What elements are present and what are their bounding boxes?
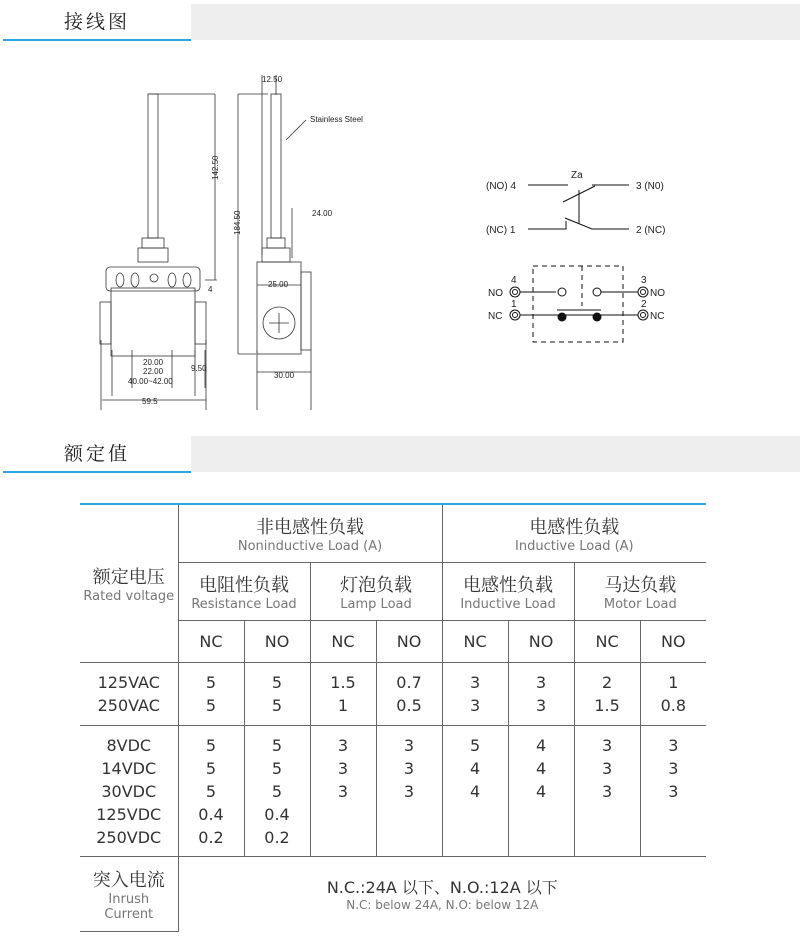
column-header: NO	[244, 620, 310, 662]
rating-cell	[640, 725, 706, 856]
rating-value: 5	[271, 735, 283, 755]
column-header: NC	[310, 620, 376, 662]
rating-value: 5	[205, 758, 217, 778]
rating-value: 0.2	[198, 827, 224, 847]
svg-text:NC: NC	[650, 311, 665, 322]
svg-text:25.00: 25.00	[268, 280, 289, 289]
rating-cell	[178, 725, 244, 856]
inrush-value: N.C.:24A 以下、N.O.:12A 以下 N.C: below 24A, N.O: below 12A	[178, 856, 706, 931]
rating-value: 3	[668, 735, 679, 755]
rating-value: 1	[337, 695, 349, 715]
rating-value: 3	[601, 781, 613, 801]
svg-text:22.00: 22.00	[143, 367, 164, 376]
rating-value: 3	[403, 781, 415, 801]
svg-text:2: 2	[641, 299, 647, 310]
wiring-title: 接线图	[3, 2, 191, 41]
rating-cell	[244, 725, 310, 856]
rating-value: 5	[469, 735, 481, 755]
svg-text:30.00: 30.00	[274, 371, 295, 380]
voltage-value: 30VDC	[101, 781, 157, 801]
rated-voltage-header: 额定电压 Rated voltage	[80, 504, 178, 662]
rating-value: 5	[271, 758, 283, 778]
rating-value: 1.5	[594, 695, 620, 715]
noninductive-header: 非电感性负载 Noninductive Load (A)	[178, 504, 442, 562]
voltage-value: 250VAC	[97, 695, 160, 715]
svg-text:40.00~42.00: 40.00~42.00	[128, 377, 173, 386]
voltage-value: 8VDC	[106, 735, 152, 755]
svg-text:184.50: 184.50	[233, 210, 242, 235]
svg-text:(NO) 4: (NO) 4	[486, 181, 516, 192]
rating-value: 0.4	[264, 804, 290, 824]
rating-value: 3	[469, 672, 481, 692]
voltage-value: 125VAC	[97, 672, 160, 692]
column-header: NC	[442, 620, 508, 662]
voltage-value: 125VDC	[96, 804, 162, 824]
rating-value: 2	[601, 672, 613, 692]
rating-value: 5	[271, 781, 283, 801]
svg-text:Stainless Steel: Stainless Steel	[310, 115, 363, 124]
rating-value: 1.5	[330, 672, 356, 692]
rating-title: 额定值	[3, 434, 191, 473]
rating-value: 0.2	[264, 827, 290, 847]
sub-header: 电阻性负载 Resistance Load	[178, 562, 310, 620]
svg-text:59.5: 59.5	[142, 397, 158, 406]
rating-value: 0.4	[198, 804, 224, 824]
rating-value: 3	[337, 735, 349, 755]
rating-value: 3	[337, 781, 349, 801]
rating-value: 3	[403, 758, 415, 778]
rating-value: 4	[535, 735, 547, 755]
column-header: NO	[640, 620, 706, 662]
inrush-header: 突入电流 Inrush Current	[80, 856, 178, 931]
rating-cell	[442, 725, 508, 856]
svg-text:3: 3	[641, 275, 647, 286]
svg-text:NO: NO	[488, 288, 503, 299]
svg-text:20.00: 20.00	[143, 358, 164, 367]
rating-value: 3	[403, 735, 415, 755]
column-header: NC	[178, 620, 244, 662]
sub-header: 灯泡负载 Lamp Load	[310, 562, 442, 620]
rating-value: 5	[205, 695, 217, 715]
svg-text:24.00: 24.00	[312, 209, 333, 218]
rating-value: 3	[535, 695, 547, 715]
rating-cell	[376, 725, 442, 856]
rating-value: 5	[271, 672, 283, 692]
svg-text:3 (N0): 3 (N0)	[636, 181, 664, 192]
column-header: NC	[574, 620, 640, 662]
rating-value: 3	[337, 758, 349, 778]
rating-value: 4	[469, 781, 481, 801]
dimension-drawing	[90, 60, 390, 410]
svg-text:4: 4	[208, 285, 213, 294]
column-header: NO	[508, 620, 574, 662]
header-bar	[191, 436, 800, 472]
rating-cell	[376, 662, 442, 725]
svg-text:Za: Za	[571, 170, 583, 181]
rating-value: 5	[205, 781, 217, 801]
rating-value: 3	[668, 758, 679, 778]
rating-cell	[442, 662, 508, 725]
inductive-header: 电感性负载 Inductive Load (A)	[442, 504, 706, 562]
rating-value: 4	[469, 758, 481, 778]
circuit-diagram	[470, 160, 700, 350]
rating-section-header	[0, 434, 800, 474]
rating-cell	[310, 725, 376, 856]
rating-value: 4	[535, 758, 547, 778]
svg-text:142.50: 142.50	[211, 155, 220, 180]
rating-table	[80, 503, 706, 932]
voltage-value: 14VDC	[101, 758, 157, 778]
svg-text:1: 1	[511, 299, 517, 310]
svg-text:12.50: 12.50	[262, 75, 283, 84]
rating-value: 0.5	[396, 695, 422, 715]
rating-value: 5	[271, 695, 283, 715]
rating-value: 0.8	[660, 695, 687, 715]
rating-value: 5	[205, 672, 217, 692]
rating-value: 1	[668, 672, 679, 692]
rating-cell	[574, 662, 640, 725]
svg-text:(NC) 1: (NC) 1	[486, 225, 516, 236]
rating-value: 3	[469, 695, 481, 715]
header-bar	[191, 4, 800, 40]
column-header: NO	[376, 620, 442, 662]
rating-value: 4	[535, 781, 547, 801]
rating-value: 3	[601, 735, 613, 755]
svg-text:NO: NO	[650, 288, 665, 299]
voltage-cell	[80, 662, 178, 725]
rating-cell	[508, 662, 574, 725]
rating-cell	[640, 662, 706, 725]
svg-text:NC: NC	[488, 311, 503, 322]
svg-text:4: 4	[511, 275, 517, 286]
rating-cell	[178, 662, 244, 725]
rating-cell	[310, 662, 376, 725]
sub-header: 马达负载 Motor Load	[574, 562, 706, 620]
svg-text:2 (NC): 2 (NC)	[636, 225, 666, 236]
rating-value: 3	[535, 672, 547, 692]
rating-value: 5	[205, 735, 217, 755]
rating-value: 3	[668, 781, 679, 801]
sub-header: 电感性负载 Inductive Load	[442, 562, 574, 620]
rating-cell	[508, 725, 574, 856]
voltage-value: 250VDC	[96, 827, 162, 847]
rating-cell	[244, 662, 310, 725]
voltage-cell	[80, 725, 178, 856]
rating-value: 3	[601, 758, 613, 778]
rating-cell	[574, 725, 640, 856]
svg-text:9.50: 9.50	[191, 364, 207, 373]
rating-value: 0.7	[396, 672, 422, 692]
wiring-section-header	[0, 2, 800, 42]
